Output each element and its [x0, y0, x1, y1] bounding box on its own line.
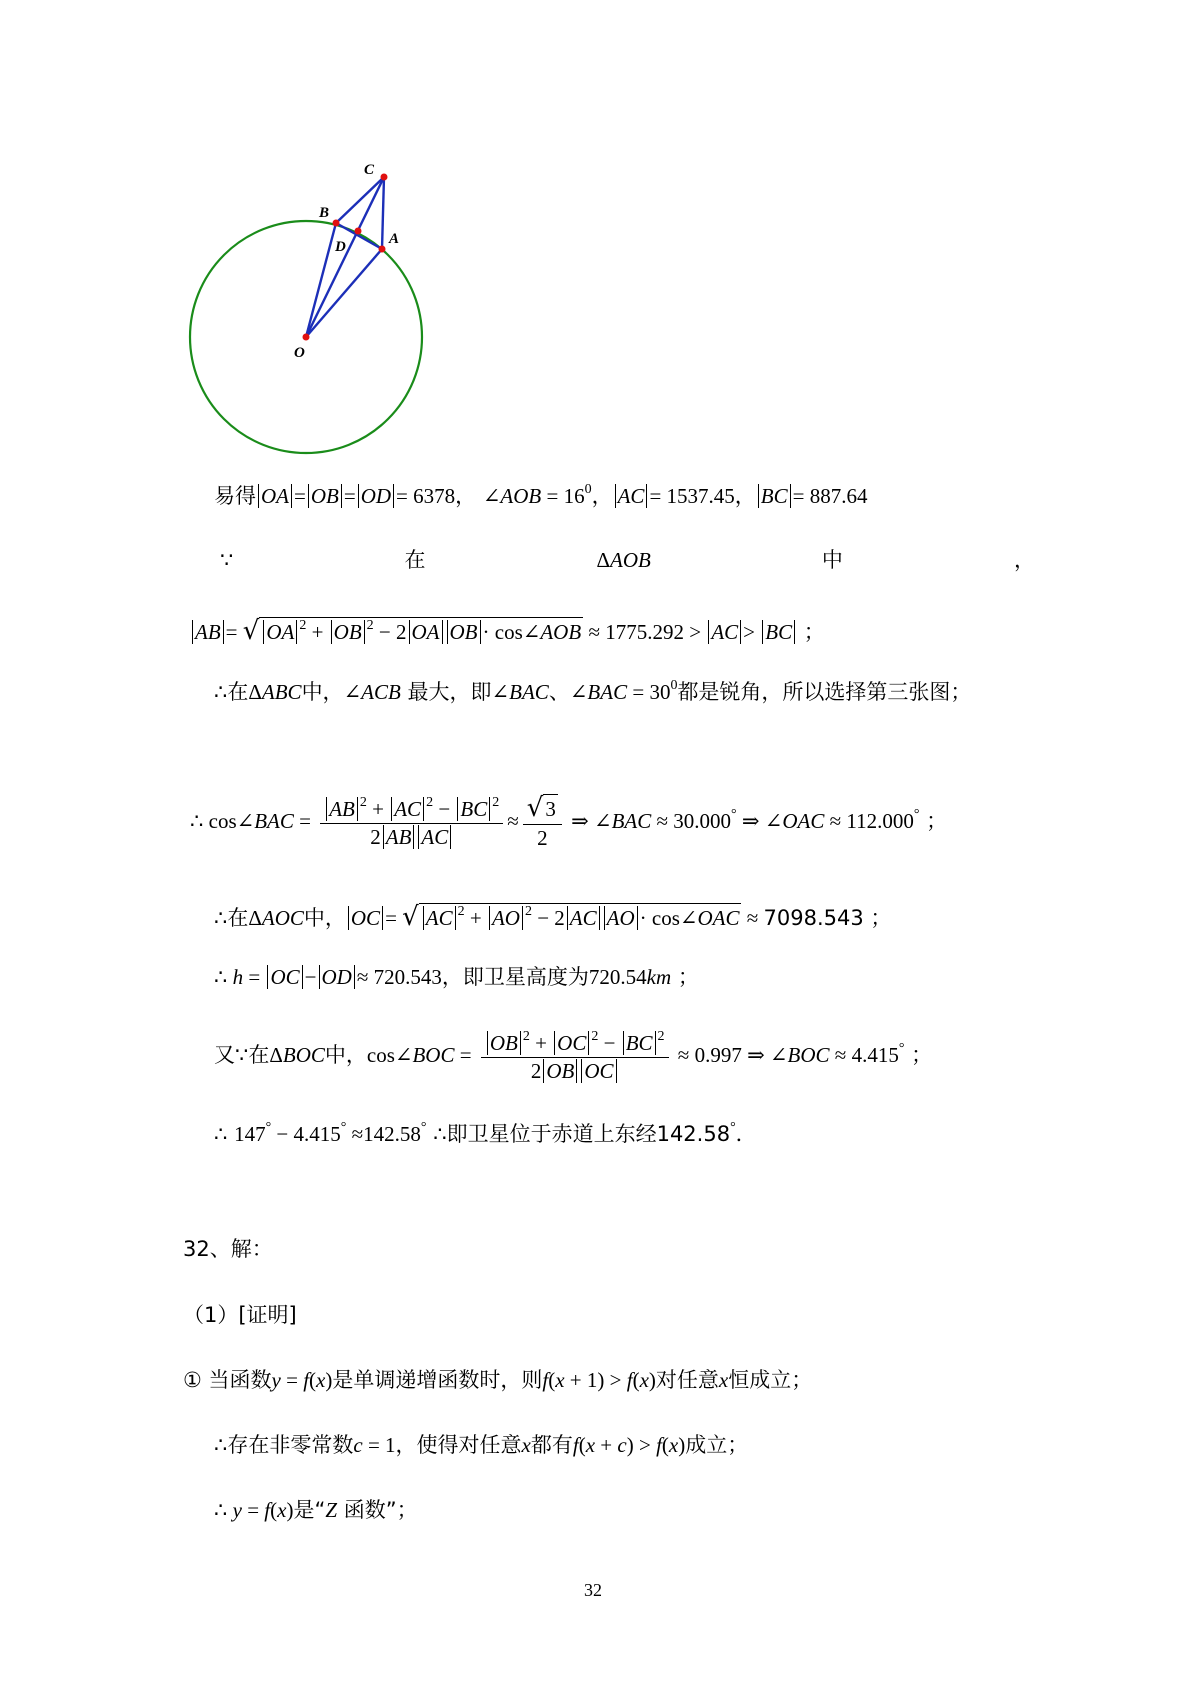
segment-AC: [382, 177, 384, 249]
fraction-cos-BAC: $\frac{AB ^2 + AC ^2 - BC ^2}{\text{2 AB AC}}$: [320, 796, 503, 848]
value-lon-result: 142.58: [656, 1122, 731, 1146]
text-is: 是“: [293, 1498, 326, 1522]
text-when-function: 当函数: [208, 1368, 272, 1392]
degree-zero: 0: [670, 678, 678, 693]
text-zhong: 中: [821, 548, 843, 572]
degree-zero: 0: [584, 482, 592, 497]
text-zai: 在: [227, 906, 249, 930]
z-function-line: ∴ y = f(x)是“Z 函数”；: [214, 1498, 418, 1522]
value-angle-AOB: 16: [563, 484, 585, 508]
text-acute-choose: 都是锐角，所以选择第三张图；: [677, 680, 972, 704]
value-h-km: 720.54: [588, 965, 647, 989]
fraction-sqrt3-over-2: $\frac{√3}{2}$: [523, 795, 562, 849]
text-zhong: 中，: [303, 906, 346, 930]
therefore-symbol: ∴: [214, 680, 228, 704]
value-two: 2: [537, 826, 548, 850]
text-part1: （1）[证明]: [183, 1303, 297, 1327]
sqrt-symbol: √: [242, 616, 260, 646]
sep: 、: [548, 680, 570, 704]
sep: ；: [926, 809, 948, 833]
value-BAC-deg: 30.000: [673, 809, 732, 833]
because-in-triangle-line: [220, 550, 1035, 571]
value-AC: 1537.45: [666, 484, 735, 508]
text-zai: 在: [404, 548, 426, 572]
text-function: 函数”；: [343, 1498, 418, 1522]
law-of-cosines-AB-line: AB = √ OA $^2$ + OB $^2$ − 2 OA OB · cos∠AOB ≈ 1775.292 > AC > BC ；: [190, 618, 825, 644]
value-AB: 1775.292: [605, 620, 684, 644]
text-satellite-height: ，即卫星高度为: [441, 965, 589, 989]
fraction-cos-BOC: $\frac{OB ^2 + OC ^2 - BC ^2}{\text{2 OB OC}}$: [481, 1030, 669, 1082]
text-all-have: 都有: [530, 1433, 573, 1457]
label-D: D: [335, 239, 346, 255]
text-for-any: 对任意: [655, 1368, 719, 1392]
text-increasing: 是单调递增函数时，则: [332, 1368, 543, 1392]
point-C: [381, 174, 388, 181]
value-angle-BAC: 30: [649, 680, 671, 704]
longitude-line: ∴ 147° − 4.415° ≈142.58° ∴即卫星位于赤道上东经142.58°．: [214, 1120, 757, 1146]
abs-OB: OB: [308, 484, 342, 508]
value-radius: 6378: [413, 484, 456, 508]
height-line: ∴ h = OC − OD ≈ 720.543，即卫星高度为720.54km ；: [214, 965, 699, 989]
therefore-symbol: ∴: [214, 965, 228, 989]
sqrt-body: OA $^2$ + OB $^2$ − 2 OA OB · cos∠AOB: [259, 617, 583, 644]
sep: ；: [677, 965, 699, 989]
value-OC: 7098.543: [763, 906, 864, 930]
value-OAC-deg: 112.000: [846, 809, 914, 833]
label-C: C: [364, 162, 375, 178]
sep: ；: [803, 620, 825, 644]
abs-BC: BC: [758, 484, 791, 508]
sep: ，: [455, 484, 477, 508]
nonzero-constant-line: ∴存在非零常数c = 1，使得对任意x都有f(x + c) > f(x)成立；: [214, 1433, 749, 1457]
problem-32-heading: [183, 1239, 273, 1260]
value-cos-BOC: 0.997: [694, 1043, 742, 1067]
therefore-symbol: ∴: [214, 1122, 228, 1146]
monotone-function-line: ① 当函数y = f(x)是单调递增函数时，则f(x + 1) > f(x)对任意x恒成立；: [183, 1368, 813, 1392]
text-such-that: ，使得对任意: [395, 1433, 522, 1457]
part-1-heading: [183, 1305, 297, 1326]
sep: ，: [591, 484, 613, 508]
label-O: O: [294, 345, 305, 361]
value-BOC-deg: 4.415: [851, 1043, 899, 1067]
point-A: [379, 246, 386, 253]
text-q32: 32、解：: [183, 1237, 273, 1261]
text-zai: 在: [227, 680, 249, 704]
text-yide: 易得: [214, 484, 256, 508]
text-holds: 成立；: [685, 1433, 749, 1457]
abs-AC: AC: [615, 484, 648, 508]
text-zhong: 中，: [301, 680, 344, 704]
text-zai: 在: [248, 1043, 270, 1067]
text-always-holds: 恒成立；: [728, 1368, 813, 1392]
text-you: 又: [214, 1043, 235, 1067]
point-O: [303, 334, 310, 341]
abs-OA: OA: [258, 484, 292, 508]
triangle-ABC-conclusion-line: ∴在ΔABC中，∠ACB 最大，即∠BAC、∠BAC = $30^0$都是锐角，所以选择第三张图；: [214, 678, 972, 704]
sep: ，: [1013, 548, 1035, 572]
segment-BC: [336, 177, 384, 223]
point-B: [333, 220, 340, 227]
abs-OD: OD: [358, 484, 394, 508]
value-lon2: 4.415: [293, 1122, 341, 1146]
triangle-AOB: ΔAOB: [596, 548, 651, 572]
triangle-AOC-line: ∴在ΔAOC中， OC = √ AC $^2$ + AO $^2$ − 2 AC AO · cos∠OAC ≈ 7098.543 ；: [214, 902, 892, 932]
because-symbol: ∵: [235, 1043, 249, 1067]
circled-one: ①: [183, 1368, 202, 1392]
value-h: 720.543: [373, 965, 442, 989]
value-lon-result: 142.58: [363, 1122, 421, 1146]
text-largest: 最大，即: [407, 680, 492, 704]
text-exists-constant: 存在非零常数: [227, 1433, 354, 1457]
because-symbol: ∵: [220, 548, 234, 572]
therefore-symbol: ∴: [214, 906, 228, 930]
point-D: [355, 228, 362, 235]
text-satellite-longitude: 即卫星位于赤道上东经: [446, 1122, 657, 1146]
text-zhong: 中，: [324, 1043, 367, 1067]
sep: ；: [911, 1043, 933, 1067]
given-values-line: 易得 OA = OB = OD = 6378， ∠AOB = $16^0$， AC = 1537.45， BC = 887.64: [214, 482, 868, 508]
cos-BOC-line: 又∵在ΔBOC中，cos∠BOC = $\frac{OB ^2 + OC ^2 - BC ^2}{\text{2 OB OC}}$ ≈ 0.997 ⇒ ∠BOC ≈ 4.415° ；: [214, 1029, 933, 1083]
value-lon1: 147: [234, 1122, 266, 1146]
therefore-symbol: ∴: [433, 1122, 447, 1146]
value-BC: 887.64: [809, 484, 868, 508]
value-sqrt3: 3: [543, 794, 558, 821]
cos-BAC-line: ∴ cos∠BAC = $\frac{AB ^2 + AC ^2 - BC ^2}{\text{2 AB AC}}$ ≈ $\frac{√3}{2}$ ⇒ ∠BAC ≈ 30.000° ⇒ ∠OAC ≈ 112.000° ；: [190, 793, 948, 850]
sep: ；: [870, 906, 892, 930]
period: ．: [735, 1122, 757, 1146]
segment-OC: [306, 177, 384, 337]
therefore-symbol: ∴: [214, 1498, 228, 1522]
therefore-symbol: ∴: [214, 1433, 228, 1457]
sep: ，: [734, 484, 756, 508]
label-A: A: [389, 231, 400, 247]
therefore-symbol: ∴: [190, 809, 204, 833]
page-number: 32: [584, 1580, 602, 1600]
label-B: B: [319, 205, 330, 221]
